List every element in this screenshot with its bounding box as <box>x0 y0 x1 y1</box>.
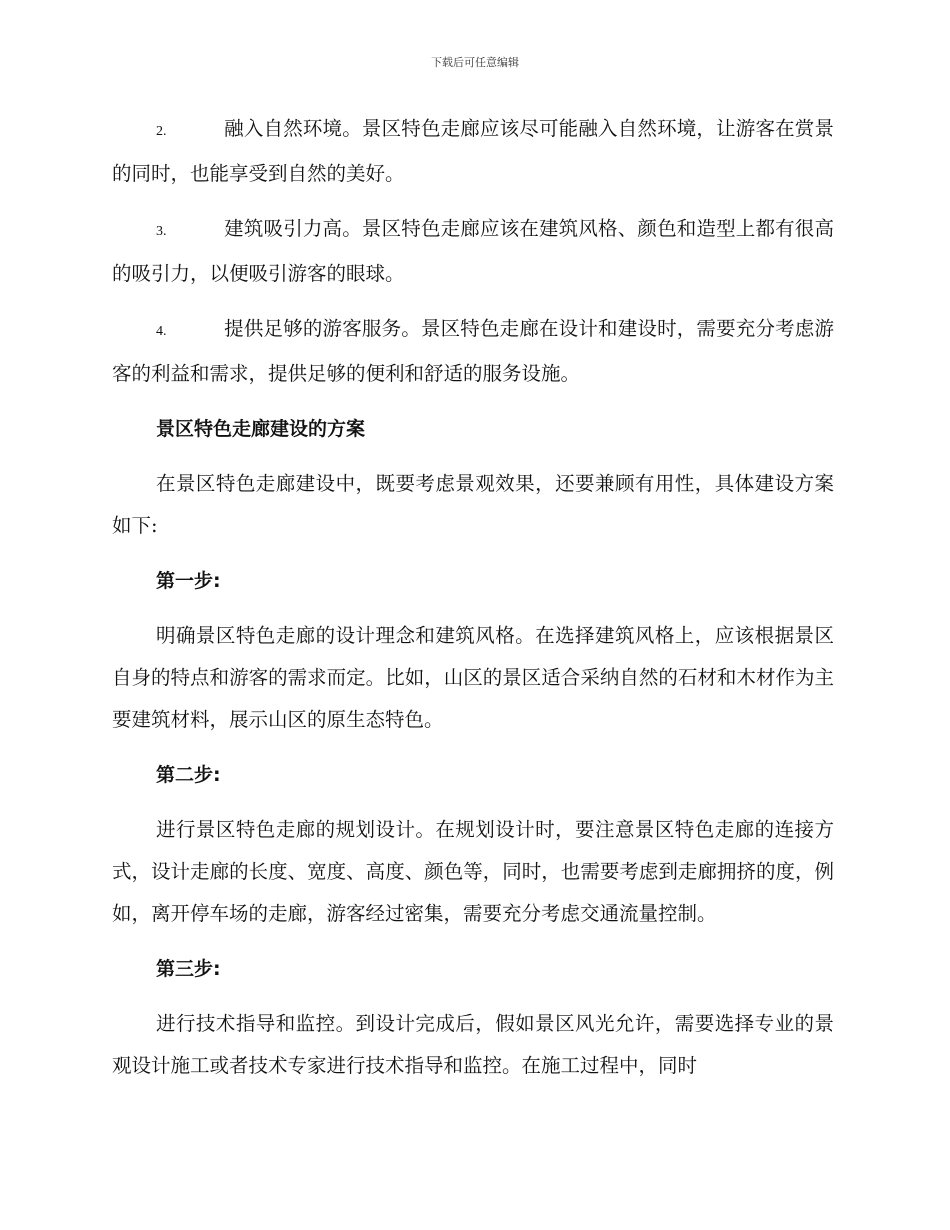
list-number: 3. <box>156 224 167 239</box>
list-text: 建筑吸引力高。景区特色走廊应该在建筑风格、颜色和造型上都有很高的吸引力，以便吸引游客的眼球。 <box>112 217 834 285</box>
page-header: 下载后可任意编辑 <box>431 56 519 69</box>
list-text: 提供足够的游客服务。景区特色走廊在设计和建设时，需要充分考虑游客的利益和需求，提供足够的便利和舒适的服务设施。 <box>112 317 834 385</box>
list-number: 4. <box>156 324 167 339</box>
section-intro: 在景区特色走廊建设中，既要考虑景观效果，还要兼顾有用性，具体建设方案如下: <box>112 472 834 537</box>
step-heading: 第二步: <box>156 764 221 786</box>
step-paragraph: 明确景区特色走廊的设计理念和建筑风格。在选择建筑风格上，应该根据景区自身的特点和游客的需求而定。比如，山区的景区适合采纳自然的石材和木材作为主要建筑材料，展示山区的原生态特色。 <box>112 624 834 731</box>
section-heading: 景区特色走廊建设的方案 <box>156 418 366 440</box>
document-body <box>112 108 834 1087</box>
list-item <box>112 308 834 395</box>
list-item <box>112 208 834 295</box>
list-text: 融入自然环境。景区特色走廊应该尽可能融入自然环境，让游客在赏景的同时，也能享受到自然的美好。 <box>112 117 834 185</box>
step-heading: 第一步: <box>156 570 221 592</box>
step-paragraph: 进行技术指导和监控。到设计完成后，假如景区风光允许，需要选择专业的景观设计施工或者技术专家进行技术指导和监控。在施工过程中，同时 <box>112 1012 834 1077</box>
list-number: 2. <box>156 124 167 139</box>
step-paragraph: 进行景区特色走廊的规划设计。在规划设计时，要注意景区特色走廊的连接方式，设计走廊的长度、宽度、高度、颜色等，同时，也需要考虑到走廊拥挤的度，例如，离开停车场的走廊，游客经过密集，需要充分考虑交通流量控制。 <box>112 818 834 925</box>
list-item <box>112 108 834 195</box>
step-heading: 第三步: <box>156 958 221 980</box>
